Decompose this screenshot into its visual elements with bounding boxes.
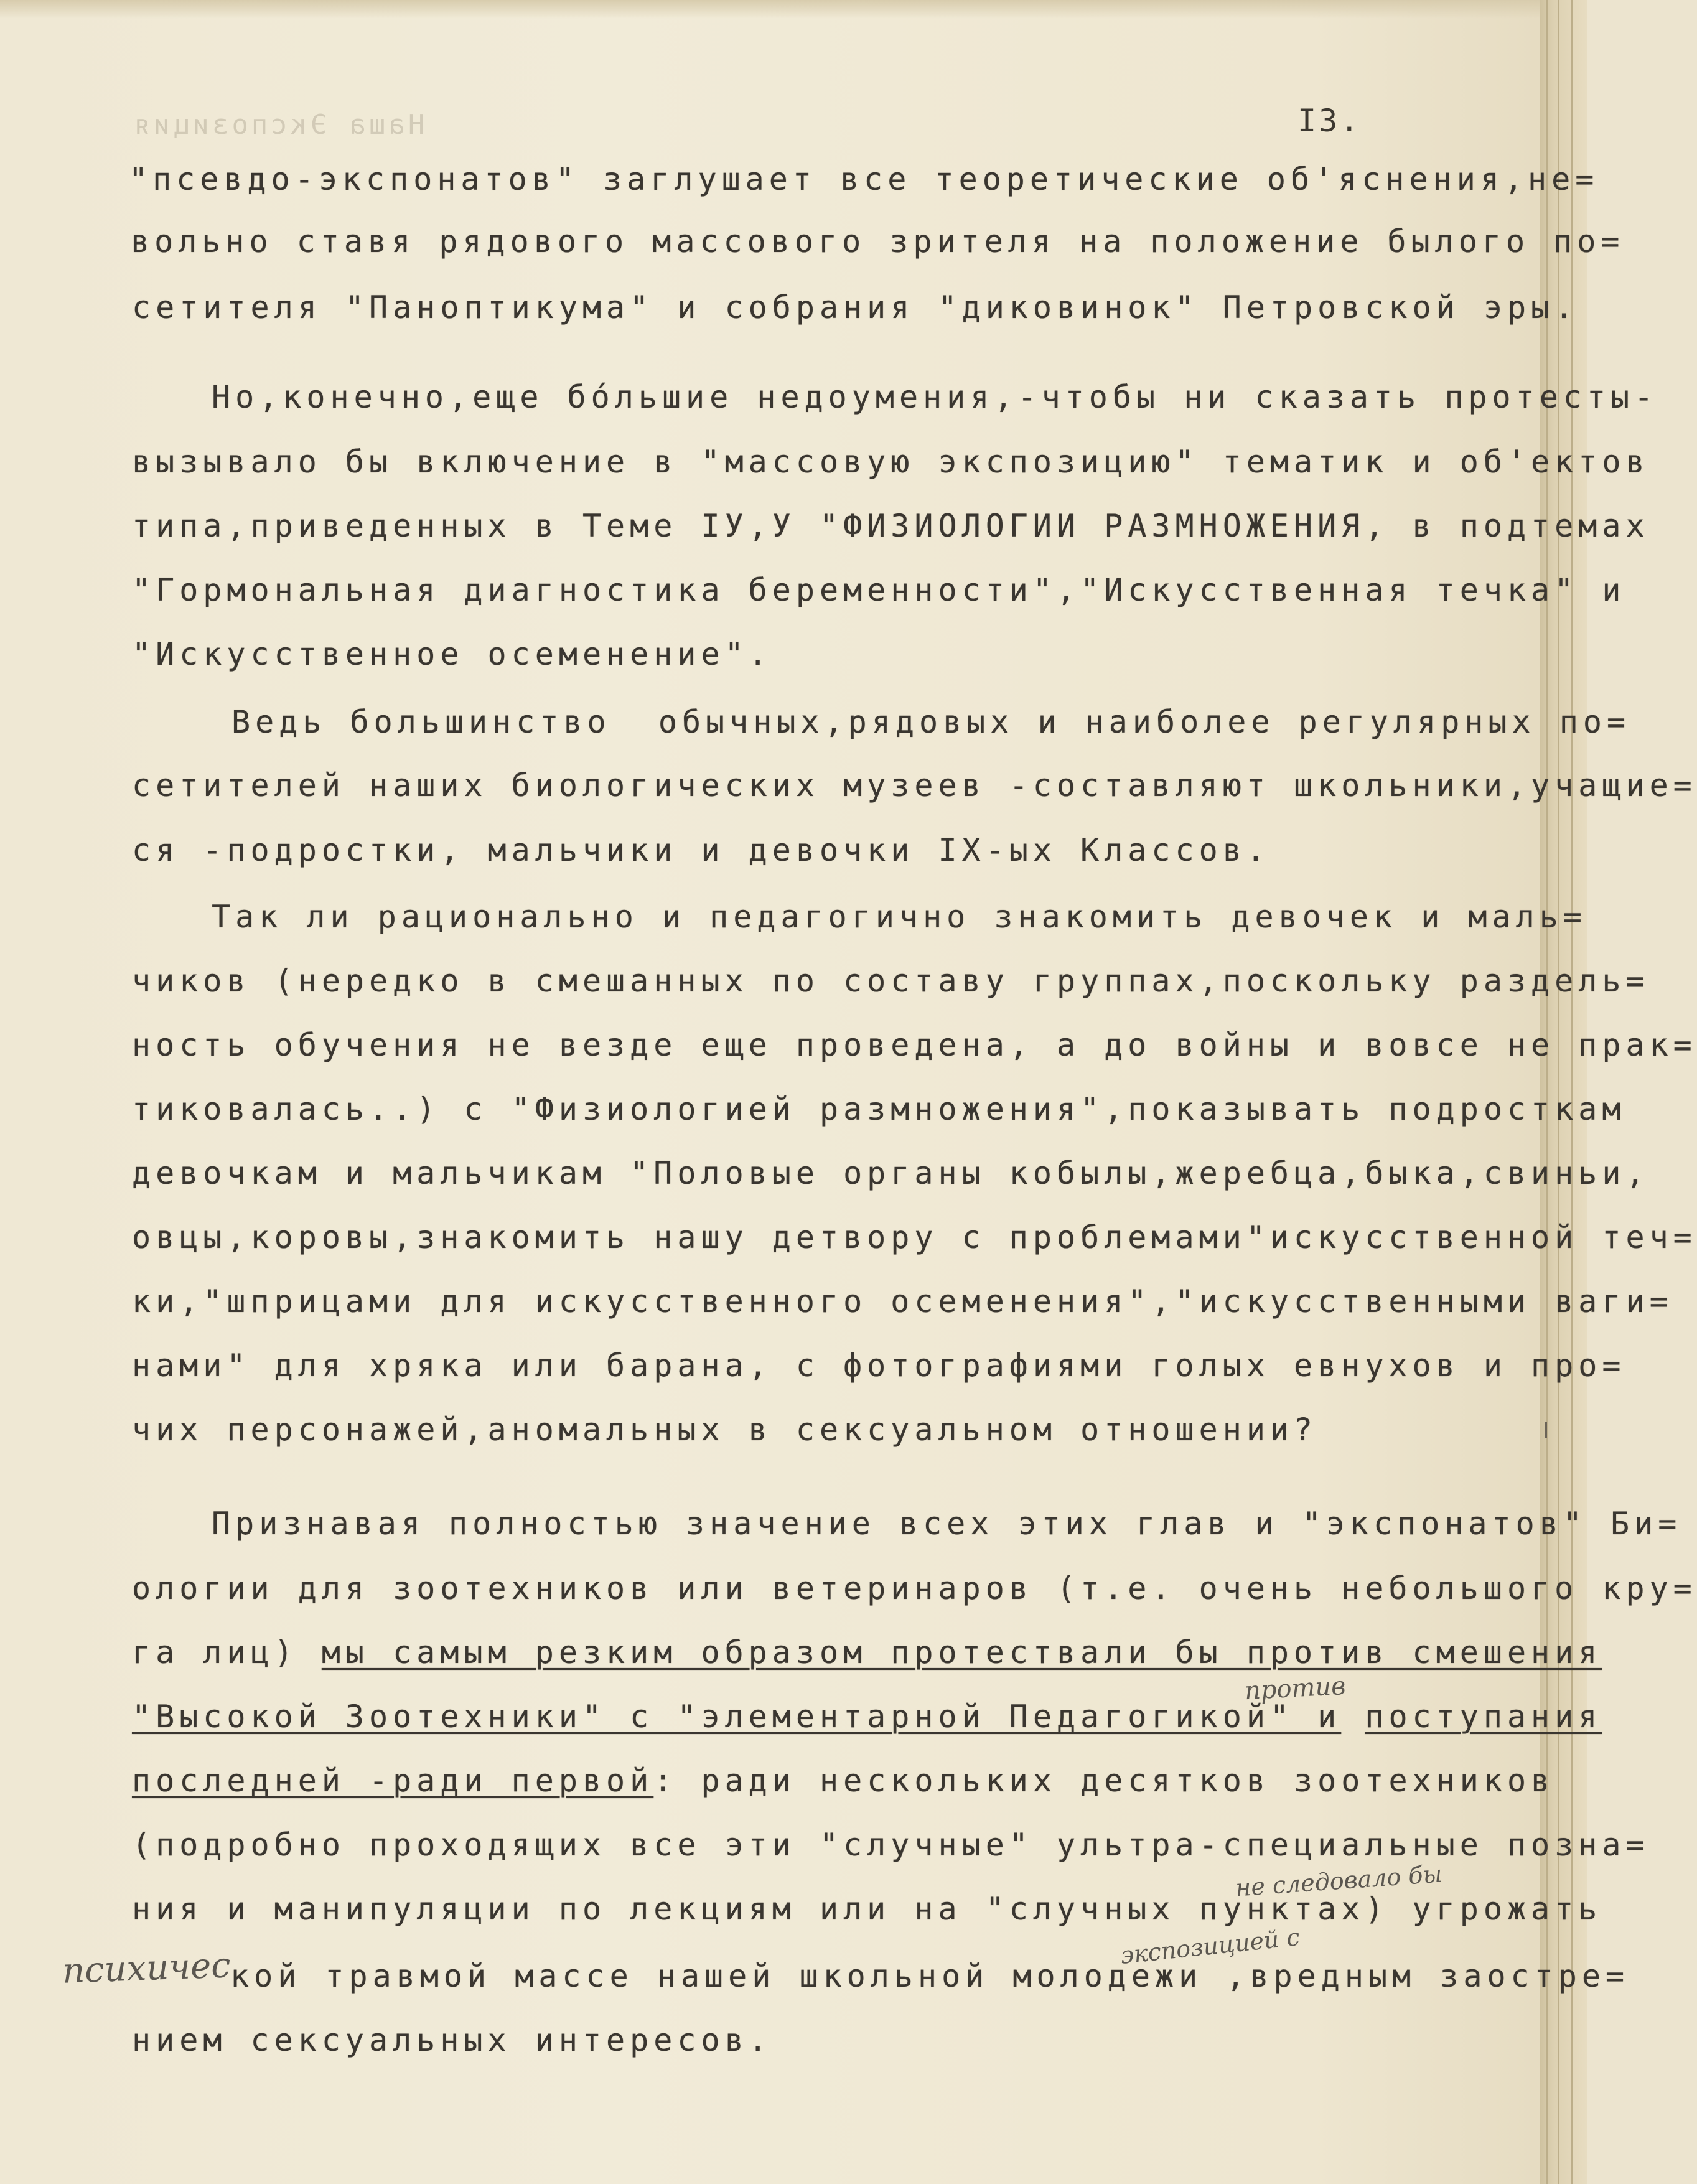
underlined-text: "Высокой Зоотехники" с "элементарной Педагогикой" и — [132, 1699, 1342, 1735]
handwritten-note: экспозицией с — [1119, 1923, 1301, 1969]
text-fragment: кой травмой массе нашей школьной молодежи — [230, 1958, 1203, 1994]
text-line: чих персонажей,аномальных в сексуальном отношении? — [132, 1412, 1318, 1448]
underlined-text: поступания — [1365, 1699, 1602, 1735]
handwritten-note: не следовало бы — [1234, 1860, 1443, 1902]
text-line: (подробно проходящих все эти "случные" ультра-специальные позна= — [132, 1827, 1650, 1863]
text-line: "Искусственное осеменение". — [132, 636, 772, 672]
text-line: девочкам и мальчикам "Половые органы кобылы,жеребца,быка,свиньи, — [132, 1155, 1650, 1191]
text-line: ки,"шприцами для искусственного осеменения","искусственными ваги= — [132, 1283, 1673, 1319]
text-line: Признавая полностью значение всех этих глав и "экспонатов" Би= — [212, 1506, 1682, 1542]
text-line: "Гормональная диагностика беременности","Искусственная течка" и — [132, 572, 1626, 608]
text-line — [230, 1957, 1629, 1995]
text-line: Так ли рационально и педагогично знакомить девочек и маль= — [212, 899, 1587, 935]
page-top-shadow — [0, 0, 1540, 19]
text-line: нием сексуальных интересов. — [132, 2022, 772, 2058]
text-line — [132, 1634, 1602, 1671]
text-line: сетителей наших биологических музеев -составляют школьники,учащие= — [132, 767, 1697, 804]
text-fragment: : ради нескольких десятков зоотехников — [653, 1763, 1555, 1799]
text-line: ся -подростки, мальчики и девочки IX-ых Классов. — [132, 832, 1270, 868]
bleed-through-text: Наша Экспозиция — [131, 109, 425, 141]
text-line — [132, 1762, 1554, 1799]
text-line: Ведь большинство обычных,рядовых и наиболее регулярных по= — [231, 704, 1631, 740]
text-line: вызывало бы включение в "массовую экспозицию" тематик и об'ектов — [132, 444, 1650, 480]
text-fragment: угрожать — [1412, 1891, 1602, 1927]
text-line: сетителя "Паноптикума" и собрания "диковинок" Петровской эры. — [132, 289, 1579, 326]
text-line: Но,конечно,еще бо́льшие недоумения,-чтобы ни сказать протесты- — [212, 379, 1658, 415]
text-fragment: ния и манипуляции по лекциям или на "случных пунктах) — [132, 1891, 1389, 1927]
text-fragment: га лиц) — [132, 1634, 298, 1671]
text-line: тиковалась..) с "Физиологией размножения",показывать подросткам — [132, 1091, 1626, 1127]
margin-mark — [1545, 1422, 1547, 1438]
text-line: нами" для хряка или барана, с фотографиями голых евнухов и про= — [132, 1347, 1626, 1384]
handwritten-note: психичес — [61, 1945, 231, 1992]
text-fragment: ,вредным заостре= — [1226, 1958, 1630, 1994]
text-line: овцы,коровы,знакомить нашу детвору с проблемами"искусственной теч= — [132, 1219, 1697, 1255]
text-line — [132, 1698, 1602, 1735]
text-line: вольно ставя рядового массового зрителя на положение былого по= — [131, 223, 1625, 260]
page-number: I3. — [1297, 103, 1362, 139]
underlined-text: мы самым резким образом протествали бы против смешения — [321, 1634, 1602, 1671]
underlined-text: последней -ради первой — [132, 1763, 654, 1799]
text-line: ологии для зоотехников или ветеринаров (т.е. очень небольшого кру= — [132, 1570, 1697, 1606]
text-line: ность обучения не везде еще проведена, а до войны и вовсе не прак= — [132, 1027, 1697, 1063]
text-line: типа,приведенных в Теме IУ,У "ФИЗИОЛОГИИ РАЗМНОЖЕНИЯ, в подтемах — [132, 508, 1650, 544]
text-line: чиков (нередко в смешанных по составу группах,поскольку раздель= — [132, 963, 1650, 999]
text-line: "псевдо-экспонатов" заглушает все теоретические об'яснения,не= — [129, 161, 1599, 197]
handwritten-note: против — [1243, 1671, 1347, 1706]
text-line — [132, 1890, 1602, 1928]
